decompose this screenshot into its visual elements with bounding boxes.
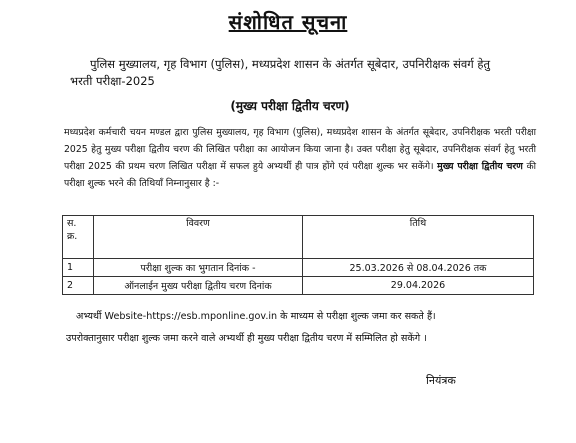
eligibility-note: उपरोक्तानुसार परीक्षा शुल्क जमा करने वाले अभ्यर्थी ही मुख्य परीक्षा द्वितीय चरण में सम्मिलित हो सकेंगे । — [66, 333, 427, 344]
body-text-part2: की परीक्षा शुल्क भरने की तिथियाँ निम्नानुसार है :- — [64, 161, 537, 189]
row-date: 29.04.2026 — [303, 277, 534, 295]
header-description: विवरण — [94, 216, 303, 259]
notice-subtitle-line1: पुलिस मुख्यालय, गृह विभाग (पुलिस), मध्यप्रदेश शासन के अंतर्गत सूबेदार, उपनिरीक्षक संवर्ग हेतु — [89, 57, 491, 71]
row-serial: 2 — [63, 277, 94, 295]
row-description: ऑनलाईन मुख्य परीक्षा द्वितीय चरण दिनांक — [94, 277, 303, 295]
notice-subtitle-line2: भरती परीक्षा-2025 — [70, 74, 155, 88]
header-date: तिथि — [303, 216, 534, 259]
exam-phase-heading: (मुख्य परीक्षा द्वितीय चरण) — [230, 99, 350, 113]
header-serial: स. क्र. — [63, 216, 94, 259]
row-serial: 1 — [63, 259, 94, 277]
website-note: अभ्यर्थी Website-https://esb.mponline.gov.in के माध्यम से परीक्षा शुल्क जमा कर सकते हैं। — [76, 311, 436, 322]
table-row — [63, 259, 534, 277]
row-description: परीक्षा शुल्क का भुगतान दिनांक - — [94, 259, 303, 277]
table-header-row — [63, 216, 534, 259]
notice-title: संशोधित सूचना — [228, 10, 348, 34]
table-row — [63, 277, 534, 295]
signature-designation: नियंत्रक — [426, 374, 456, 387]
schedule-table — [62, 215, 534, 295]
body-text-bold: मुख्य परीक्षा द्वितीय चरण — [437, 161, 523, 172]
row-date: 25.03.2026 से 08.04.2026 तक — [303, 259, 534, 277]
notice-body-paragraph — [64, 124, 536, 192]
body-text-part1: मध्यप्रदेश कर्मचारी चयन मण्डल द्वारा पुलिस मुख्यालय, गृह विभाग (पुलिस), मध्यप्रदेश शासन के अंतर्गत सूबेदार, उपनिरीक्षक भरती परीक्षा 2025 हेतु मुख्य परीक्षा द्वितीय चरण की लिखित परीक्षा का आयोजन किया जाना है। उक्त परीक्षा हेतु सूबेदार, उपनिरीक्षक संवर्ग हेतु भरती परीक्षा 2025 की प्रथम चरण लिखित परीक्षा में सफल हुये अभ्यर्थी ही पात्र होंगे एवं परीक्षा शुल्क भर सकेंगे। — [64, 127, 536, 172]
